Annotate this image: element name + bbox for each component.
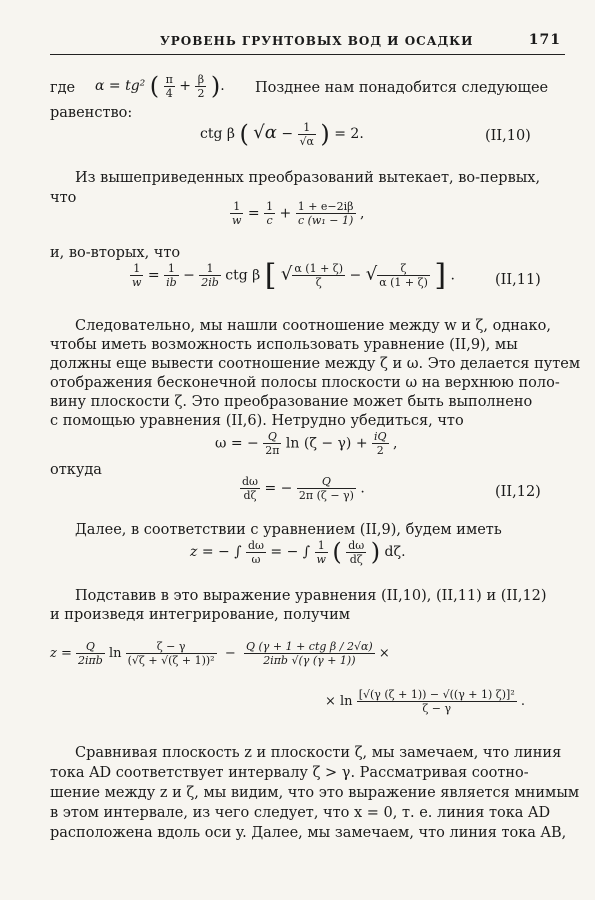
frac-num: Q (γ + 1 + ctg β / 2√α) [246,640,373,653]
frac-num: dω [242,475,259,488]
equation-z-final-line2 [325,688,525,715]
frac-den: 2 [197,86,205,100]
header-title: УРОВЕНЬ ГРУНТОВЫХ ВОД И ОСАДКИ [160,34,474,48]
paragraph-line: что [50,190,77,206]
frac-num: iQ [374,430,387,443]
frac-num: ζ − γ [126,640,217,654]
paragraph-line: шение между z и ζ, мы видим, что это выражение является мнимым [50,785,580,801]
sqrt-sign: √ [365,263,378,285]
fraction-1-w [315,539,328,566]
frac-den: α (1 + ζ) [379,276,428,289]
frac-den: c [266,214,273,227]
frac-num: ζ [377,262,430,276]
paragraph-line: с помощью уравнения (II,6). Нетрудно убедиться, что [50,413,464,429]
paragraph-line: в этом интервале, из чего следует, что x = 0, т. е. линия тока AD [50,805,551,821]
frac-num: Q [297,475,356,489]
fraction-domega-omega [246,539,266,566]
frac-num: Q [263,430,281,444]
fraction-1-c [264,200,275,227]
frac-num: Q [76,640,105,654]
equation-number-II-11: (II,11) [495,272,541,288]
frac-den: c (w₁ − 1) [297,214,354,227]
alpha-definition: α = tg² ( $\frac{\pi}{4}$ + $\frac{\beta}{2}$ ). [95,72,225,100]
minus-sign: − [224,646,236,661]
frac-num: 1 [130,262,143,276]
paragraph-line: Из вышеприведенных преобразований вытекает, во-первых, [75,170,541,186]
frac-num: 1 + e−2iβ [297,200,354,213]
plus-sign: + [279,205,292,222]
frac-den: ib [166,276,177,289]
frac-num: 1 [266,200,274,213]
frac-den: 2π (ζ − γ) [298,489,354,502]
frac-num: dω [247,538,264,552]
paragraph-line: Далее, в соответствии с уравнением (II,9), будем иметь [75,522,502,538]
frac-num: 1 [315,539,328,553]
fraction-sqrt-1 [292,262,345,289]
paren-close: ) [370,538,381,566]
equation-number-II-12: (II,12) [495,484,541,500]
equals-two: = 2. [334,126,364,142]
frac-den: dζ [243,489,257,502]
times-sign: × [378,646,390,661]
period: . [520,694,526,709]
frac-num: [√(γ (ζ + 1)) − √((γ + 1) ζ)]² [358,688,515,701]
fraction-1-2ib [199,262,221,289]
frac-den: 2iπb √(γ (γ + 1)) [263,654,356,667]
frac-den: w [132,276,142,289]
ctg-beta: ctg β [225,267,261,284]
paragraph-line: Подставив в это выражение уравнения (II,10), (II,11) и (II,12) [75,588,547,604]
frac-den: 4 [165,86,173,100]
comma: , [393,435,398,452]
fraction-log-arg [126,640,217,667]
fraction-pi-4 [164,73,175,100]
frac-den: ζ [315,276,322,289]
equals-sign: = [247,205,260,222]
comma: , [359,205,365,222]
plus-sign: + [179,78,191,94]
omega-lhs: ω = − [215,435,259,452]
equation-II-11 [130,258,455,293]
paragraph-line: и произведя интегрирование, получим [50,607,351,623]
equation-z-final-line1 [50,640,390,667]
frac-den: w [316,552,326,566]
equals-integral: = − ∫ [270,544,311,560]
frac-num: 1 [298,121,316,135]
fraction-domega-dzeta [240,475,260,502]
frac-den: √α [299,134,314,148]
paragraph-line: расположена вдоль оси y. Далее, мы замечаем, что линия тока AB, [50,825,567,841]
frac-num: 1 [230,200,243,214]
paragraph-line: Следовательно, мы нашли соотношение между w и ζ, однако, [75,318,551,334]
paragraph-line: тока AD соответствует интервалу ζ > γ. Рассматривая соотно- [50,765,529,781]
fraction-1-ib [164,262,179,289]
text-where: где [50,80,76,96]
frac-den: 2iπb [78,654,103,667]
paren-open: ( [239,120,249,148]
frac-den: dζ [349,552,363,566]
minus-sign: − [349,267,362,284]
fraction-exp [296,200,356,227]
fraction-1-w [230,200,243,227]
fraction-Q-2pi-zeta [297,475,356,502]
equals-minus: = − [264,480,293,497]
paren-open: ( [332,538,342,566]
frac-num: α (1 + ζ) [294,262,344,275]
frac-den: 2π [265,444,280,457]
paragraph-line: и, во-вторых, что [50,245,181,261]
equation-z-integral [190,538,406,566]
frac-den: 2ib [201,276,219,289]
fraction-coefficient [244,640,375,667]
paragraph-line: отображения бесконечной полосы плоскости ω на верхнюю поло- [50,375,560,391]
fraction-log-arg-2 [357,688,517,715]
log-term: ln (ζ − γ) + [285,435,368,452]
paren-close: ) [210,72,221,100]
frac-num: dω [348,538,365,552]
frac-num: β [195,73,206,87]
fraction-beta-2 [195,73,206,100]
z-lhs: z = [50,646,72,661]
z-lhs: z = − ∫ [190,544,242,560]
paragraph-line: чтобы иметь возможность использовать уравнение (II,9), мы [50,337,518,353]
bracket-open: [ [264,258,277,293]
fraction-sqrt-2 [377,262,430,289]
times-ln: × ln [325,694,353,709]
minus-sign: − [183,267,195,284]
fraction-Q-2ipib [76,640,105,667]
fraction-iQ-2 [372,430,389,457]
frac-num: π [165,72,173,86]
ctg-beta: ctg β [200,126,235,142]
text-equality: равенство: [50,105,133,121]
fraction-1-sqrt-alpha [298,121,316,148]
alpha-lhs: α = tg² [95,78,146,94]
fraction-Q-2pi [263,430,281,457]
paren-open: ( [149,72,160,100]
differential: dζ. [384,544,406,560]
frac-num: 1 [199,262,221,276]
frac-num: 1 [164,262,179,276]
running-header [50,30,565,55]
equation-II-10 [200,120,364,148]
page-number: 171 [528,32,561,48]
period: . [360,480,365,497]
equation-omega [215,430,397,457]
frac-den: w [232,214,242,227]
frac-den: 2 [376,444,384,457]
fraction-1-w [130,262,143,289]
sqrt-sign: √ [280,263,293,285]
equals-sign: = [147,267,160,284]
period: . [450,267,455,284]
frac-den: ζ − γ [422,702,452,715]
fraction-domega-dzeta [346,539,366,566]
ln: ln [108,646,122,661]
paren-close: ) [320,120,330,148]
text-later-need: Позднее нам понадобится следующее [255,80,549,96]
sqrt-alpha: √α [253,122,277,143]
equation-1-over-w [230,200,364,227]
equation-number-II-10: (II,10) [485,128,531,144]
paragraph-line: Сравнивая плоскость z и плоскости ζ, мы замечаем, что линия [75,745,562,761]
bracket-close: ] [434,258,447,293]
equation-II-12 [240,475,365,502]
frac-den: ω [251,552,261,566]
paragraph-line: откуда [50,462,102,478]
paragraph-line: вину плоскости ζ. Это преобразование может быть выполнено [50,394,533,410]
paragraph-line: должны еще вывести соотношение между ζ и ω. Это делается путем [50,356,581,372]
frac-den: (√ζ + √(ζ + 1))² [127,654,215,667]
minus-sign: − [281,126,294,142]
